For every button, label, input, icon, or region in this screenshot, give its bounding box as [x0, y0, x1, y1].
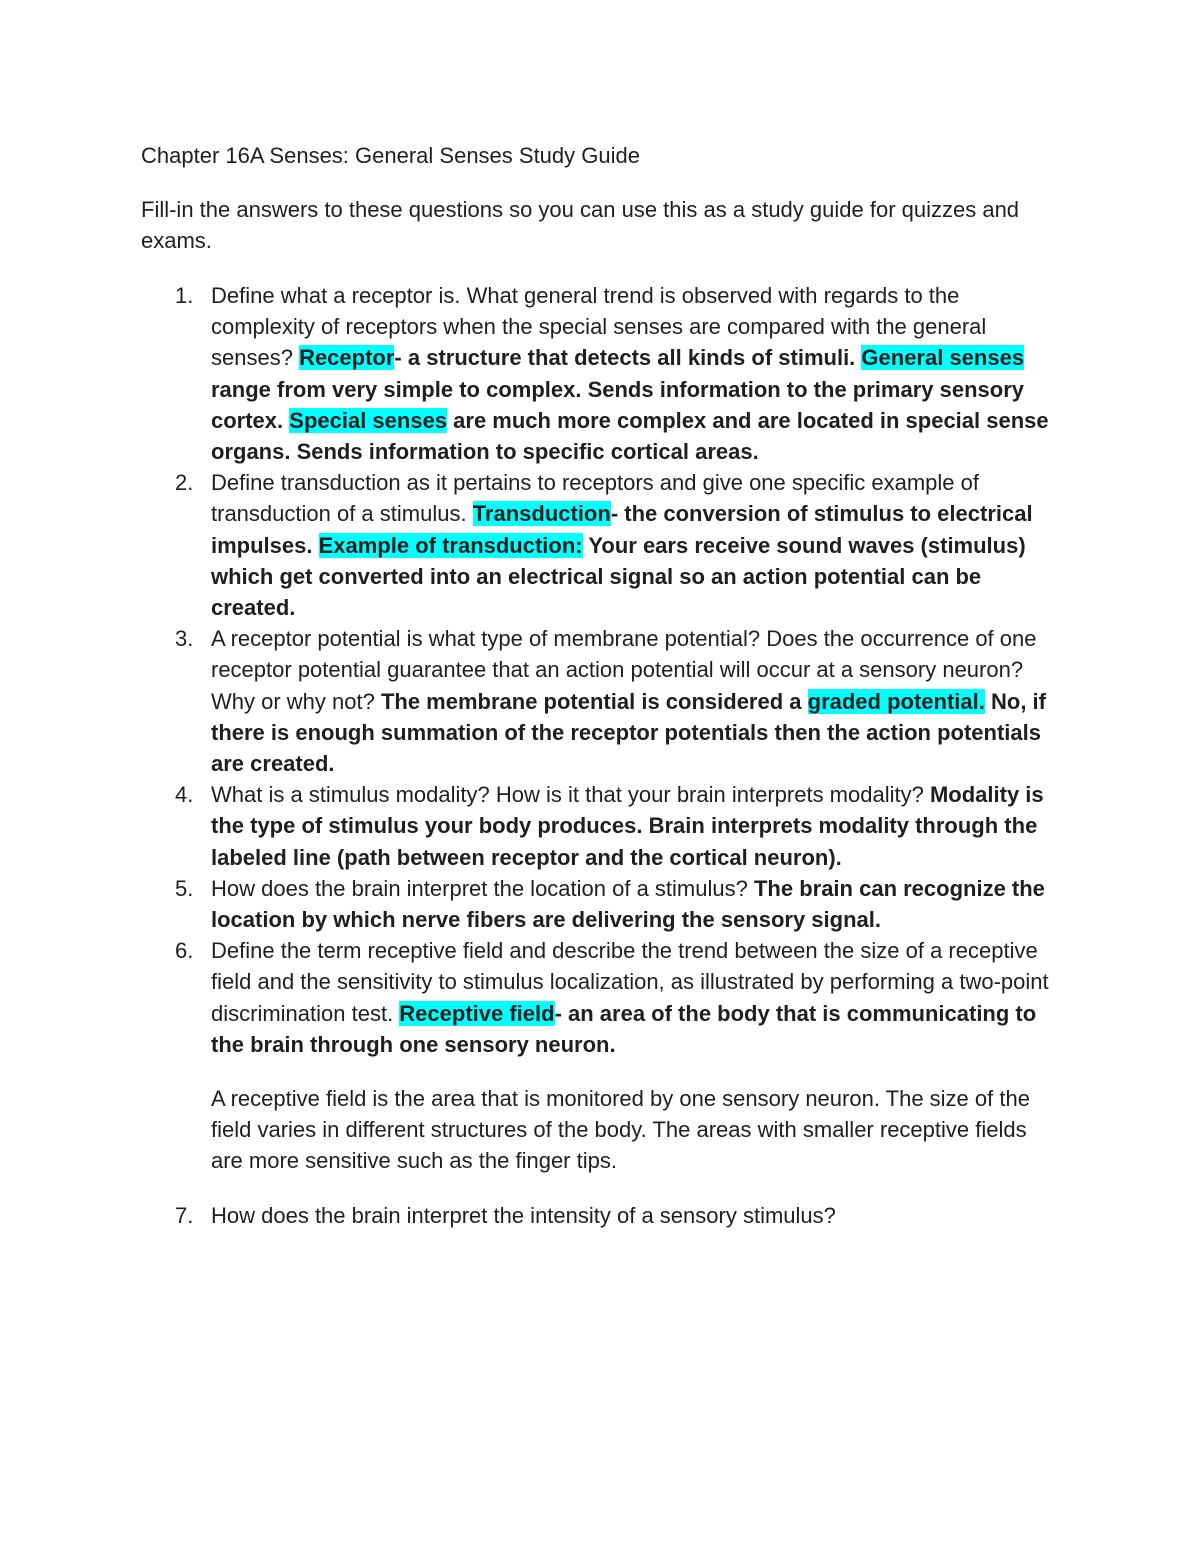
question-item-5 — [0, 873, 1061, 935]
receptive-field-paragraph: A receptive field is the area that is monitored by one sensory neuron. The size of the field varies in different structures of the body. The areas with smaller receptive fields are more sensitive such as the finger tips. — [211, 1086, 1030, 1174]
answer-text: The brain can recognize the location by which nerve fibers are delivering the sensory signal. — [211, 875, 1045, 933]
highlighted-term: Receptor — [299, 345, 395, 371]
question-number: 1. — [175, 283, 194, 308]
highlighted-term: graded potential. — [807, 688, 985, 714]
highlighted-term: Transduction — [472, 501, 611, 527]
question-text: What is a stimulus modality? How is it that your brain interprets modality? — [211, 782, 930, 808]
answer-text: Your ears receive sound waves (stimulus) which get converted into an electrical signal so an action potential can be created. — [211, 532, 1026, 621]
question-item-4 — [0, 779, 1061, 873]
answer-text: - the conversion of stimulus to electrical impulses. — [211, 501, 1033, 558]
question-text: A receptor potential is what type of membrane potential? Does the occurrence of one receptor potential guarantee that an action potential will occur at a sensory neuron? Why or why not? — [211, 626, 1037, 714]
question-number: 7. — [175, 1202, 194, 1228]
answer-text: are much more complex and are located in special sense organs. Sends information to specific cortical areas. — [211, 407, 1049, 465]
question-number: 3. — [175, 626, 194, 652]
question-item-3 — [0, 623, 1061, 779]
question-number: 4. — [175, 782, 194, 808]
question-number: 2. — [175, 470, 194, 496]
highlighted-term: Receptive field — [399, 1000, 555, 1026]
document-title: Chapter 16A Senses: General Senses Study Guide — [141, 143, 640, 168]
highlighted-term: General senses — [861, 345, 1025, 371]
question-text: Define what a receptor is. What general trend is observed with regards to the complexity of receptors when the special senses are compared with the general senses? — [211, 283, 987, 371]
answer-text: No, if there is enough summation of the receptor potentials then the action potentials are created. — [211, 688, 1046, 777]
intro-paragraph: Fill-in the answers to these questions so you can use this as a study guide for quizzes and exams. — [141, 197, 1020, 254]
question-item-7 — [0, 1200, 1061, 1231]
question-number: 6. — [175, 938, 194, 964]
highlighted-term: Special senses — [289, 407, 448, 433]
answer-text: range from very simple to complex. Sends information to the primary sensory cortex. — [211, 376, 1024, 433]
question-item-1 — [0, 280, 1061, 467]
question-text: How does the brain interpret the intensity of a sensory stimulus? — [211, 1202, 836, 1228]
question-text: How does the brain interpret the location of a stimulus? — [211, 875, 754, 901]
answer-text: The membrane potential is considered a — [380, 688, 808, 714]
question-list — [0, 280, 1100, 1231]
question-item-2 — [0, 467, 1061, 623]
question-text: Define transduction as it pertains to receptors and give one specific example of transduction of a stimulus. — [211, 470, 979, 527]
question-number: 5. — [175, 875, 194, 901]
highlighted-term: Example of transduction: — [318, 532, 583, 558]
question-text: Define the term receptive field and describe the trend between the size of a receptive field and the sensitivity to stimulus localization, as illustrated by performing a two-point discrimination test. — [211, 938, 1049, 1026]
answer-text: - a structure that detects all kinds of stimuli. — [394, 345, 862, 371]
question-item-6 — [0, 935, 1061, 1176]
answer-text: - an area of the body that is communicating to the brain through one sensory neuron. — [211, 1000, 1037, 1057]
answer-text: Modality is the type of stimulus your body produces. Brain interprets modality through the labeled line (path between receptor and the cortical neuron). — [211, 782, 1044, 870]
